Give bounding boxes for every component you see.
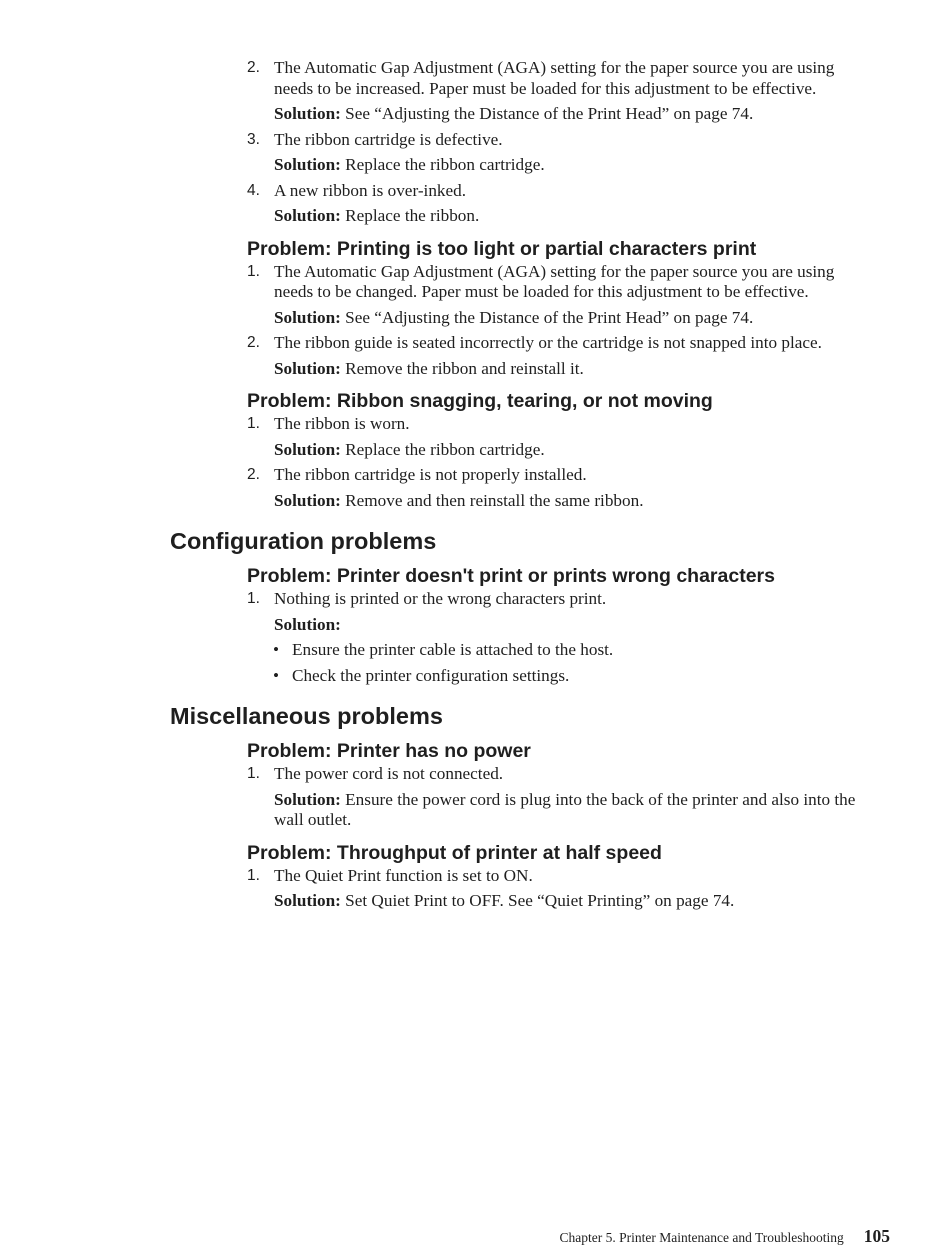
page-number: 105	[863, 1226, 890, 1246]
list-item	[247, 414, 872, 435]
solution-label: Solution:	[274, 891, 346, 910]
solution-label: Solution:	[274, 155, 346, 174]
list-item	[247, 866, 872, 887]
solution-text: Remove and then reinstall the same ribbon.	[345, 490, 644, 510]
solution	[247, 359, 872, 380]
list-item	[247, 58, 872, 99]
solution	[247, 891, 872, 912]
section-heading-configuration: Configuration problems	[170, 528, 437, 554]
solution	[247, 440, 872, 461]
solution-label: Solution:	[274, 614, 341, 634]
solution	[247, 491, 872, 512]
item-text: The ribbon cartridge is not properly installed.	[274, 465, 587, 484]
bullet-glyph: •	[273, 665, 280, 685]
solution-text: Replace the ribbon.	[345, 206, 480, 225]
solution-label: Solution:	[274, 439, 346, 459]
list-item	[247, 130, 872, 151]
page-footer	[560, 1226, 890, 1247]
problem-heading: Problem: Throughput of printer at half speed	[247, 841, 662, 864]
list-item	[247, 589, 872, 610]
list-item	[247, 764, 872, 785]
solution-label: Solution:	[274, 104, 346, 123]
solution-text: See “Adjusting the Distance of the Print Head” on page 74.	[345, 104, 754, 123]
item-number: 3.	[247, 130, 260, 148]
item-number: 1.	[247, 590, 260, 607]
bullet-item	[247, 666, 872, 687]
item-number: 1.	[247, 262, 260, 280]
solution	[247, 206, 872, 227]
solution	[247, 104, 872, 125]
bullet-glyph: •	[273, 640, 280, 659]
item-text: The ribbon cartridge is defective.	[274, 129, 503, 149]
item-number: 2.	[247, 59, 260, 76]
list-item	[247, 181, 872, 202]
solution-text: Ensure the power cord is plug into the back of the printer and also into the wall outlet.	[274, 789, 856, 829]
item-text: The Automatic Gap Adjustment (AGA) setting for the paper source you are using needs to be changed. Paper must be loaded for this adjustment to be effective.	[274, 261, 835, 301]
list-item	[247, 333, 872, 354]
section-heading-miscellaneous: Miscellaneous problems	[170, 703, 443, 729]
solution-text: Replace the ribbon cartridge.	[345, 439, 545, 459]
item-number: 2.	[247, 466, 260, 483]
problem-heading: Problem: Printing is too light or partial characters print	[247, 237, 757, 260]
bullet-item	[247, 640, 872, 661]
problem-heading: Problem: Ribbon snagging, tearing, or not moving	[247, 390, 713, 412]
solution	[247, 615, 872, 636]
solution-label: Solution:	[274, 206, 346, 225]
item-number: 1.	[247, 765, 260, 782]
solution-label: Solution:	[274, 490, 346, 510]
item-text: The power cord is not connected.	[274, 764, 504, 783]
solution-text: See “Adjusting the Distance of the Print Head” on page 74.	[345, 307, 754, 327]
item-number: 2.	[247, 334, 260, 351]
problem-heading: Problem: Printer has no power	[247, 740, 531, 762]
solution-label: Solution:	[274, 307, 346, 327]
page-content	[170, 58, 872, 917]
solution-text: Set Quiet Print to OFF. See “Quiet Printing” on page 74.	[345, 891, 735, 910]
item-text: The Automatic Gap Adjustment (AGA) setting for the paper source you are using needs to be increased. Paper must be loaded for this adjustment to be effective.	[274, 58, 835, 98]
item-number: 1.	[247, 866, 260, 884]
bullet-text: Check the printer configuration settings.	[292, 665, 570, 685]
item-text: Nothing is printed or the wrong characters print.	[274, 589, 607, 608]
solution	[247, 155, 872, 176]
item-number: 4.	[247, 181, 260, 199]
solution-label: Solution:	[274, 789, 346, 809]
solution	[247, 308, 872, 329]
item-text: The ribbon is worn.	[274, 414, 410, 433]
solution-label: Solution:	[274, 358, 346, 378]
item-text: A new ribbon is over-inked.	[274, 180, 467, 200]
solution-text: Remove the ribbon and reinstall it.	[345, 358, 584, 378]
problem-heading: Problem: Printer doesn't print or prints wrong characters	[247, 565, 775, 587]
item-text: The Quiet Print function is set to ON.	[274, 865, 533, 885]
bullet-text: Ensure the printer cable is attached to the host.	[292, 640, 614, 659]
footer-chapter-title: Chapter 5. Printer Maintenance and Troubleshooting	[559, 1230, 844, 1245]
list-item	[247, 262, 872, 303]
item-number: 1.	[247, 415, 260, 432]
solution-text: Replace the ribbon cartridge.	[345, 155, 545, 174]
solution	[247, 790, 872, 831]
item-text: The ribbon guide is seated incorrectly or the cartridge is not snapped into place.	[274, 333, 822, 352]
list-item	[247, 465, 872, 486]
